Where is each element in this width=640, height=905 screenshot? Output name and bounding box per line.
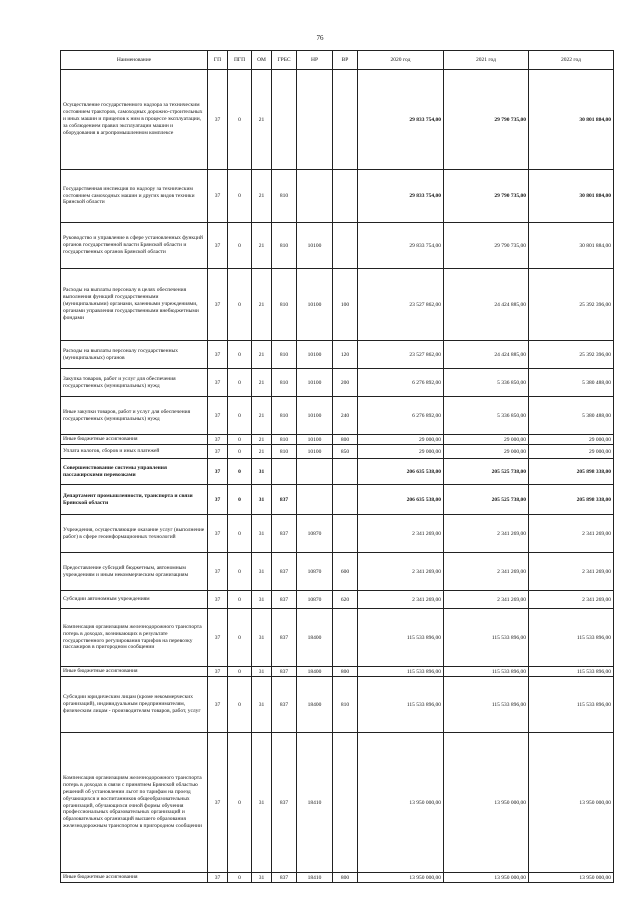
cell-gp: 37: [208, 223, 228, 269]
cell-grbs: 837: [272, 485, 297, 515]
row-name: Совершенствование системы управления пассажирскими перевозками: [61, 459, 208, 485]
cell-om: 31: [252, 485, 272, 515]
row-name: Предоставление субсидий бюджетным, автономным учреждениям и иным некоммерческим организациям: [61, 553, 208, 591]
table-row: [61, 873, 614, 883]
page-number: 76: [316, 34, 324, 42]
cell-nr: 10100: [297, 397, 333, 435]
header-2021: 2021 год: [444, 51, 529, 70]
cell-gp: 37: [208, 553, 228, 591]
cell-2022: 29 000,00: [529, 445, 614, 459]
table-row: [61, 445, 614, 459]
cell-gp: 37: [208, 269, 228, 341]
cell-gp: 37: [208, 445, 228, 459]
cell-2022: 5 380 488,00: [529, 397, 614, 435]
row-name: Расходы на выплаты персоналу в целях обеспечения выполнения функций государственными (муниципальными) органами, казенными учреждениями, органами управления государственными внебюджетными фондами: [61, 269, 208, 341]
cell-gp: 37: [208, 485, 228, 515]
cell-vr: [333, 733, 358, 873]
cell-2020: 29 833 754,00: [358, 70, 444, 170]
row-name: Государственная инспекция по надзору за техническим состоянием самоходных машин и других видов техники Брянской области: [61, 170, 208, 223]
cell-2020: 23 527 862,00: [358, 341, 444, 369]
row-name: Учреждения, осуществляющие оказание услуг (выполнение работ) в сфере геоинформационных технологий: [61, 515, 208, 553]
cell-om: 31: [252, 667, 272, 677]
header-om: ОМ: [252, 51, 272, 70]
cell-2020: 13 950 000,00: [358, 733, 444, 873]
cell-om: 31: [252, 609, 272, 667]
cell-2021: 5 336 850,00: [444, 397, 529, 435]
cell-gp: 37: [208, 70, 228, 170]
cell-vr: [333, 70, 358, 170]
cell-gp: 37: [208, 170, 228, 223]
cell-2022: 30 801 884,00: [529, 170, 614, 223]
cell-2022: 13 950 000,00: [529, 733, 614, 873]
table-row: [61, 223, 614, 269]
cell-nr: 10100: [297, 223, 333, 269]
cell-2022: 115 533 896,00: [529, 609, 614, 667]
cell-grbs: 810: [272, 435, 297, 445]
cell-grbs: 837: [272, 515, 297, 553]
cell-pgp: 0: [228, 397, 252, 435]
cell-vr: 800: [333, 667, 358, 677]
cell-2020: 29 000,00: [358, 435, 444, 445]
cell-nr: [297, 170, 333, 223]
cell-2022: 205 898 338,00: [529, 459, 614, 485]
cell-nr: 10870: [297, 515, 333, 553]
header-name: Наименование: [61, 51, 208, 70]
cell-pgp: 0: [228, 733, 252, 873]
cell-om: 31: [252, 677, 272, 733]
cell-om: 21: [252, 445, 272, 459]
row-name: Иные закупки товаров, работ и услуг для обеспечения государственных (муниципальных) нужд: [61, 397, 208, 435]
cell-grbs: 837: [272, 591, 297, 609]
cell-gp: 37: [208, 591, 228, 609]
table-row: [61, 397, 614, 435]
cell-nr: 10100: [297, 445, 333, 459]
header-pgp: ПГП: [228, 51, 252, 70]
cell-grbs: 810: [272, 369, 297, 397]
row-name: Компенсация организациям железнодорожного транспорта потерь в доходах, возникающих в результате государственного регулирования тарифов на перевозку пассажиров в пригородном сообщении: [61, 609, 208, 667]
cell-2021: 29 790 735,00: [444, 70, 529, 170]
cell-vr: 800: [333, 873, 358, 883]
cell-gp: 37: [208, 459, 228, 485]
row-name: Иные бюджетные ассигнования: [61, 873, 208, 883]
cell-grbs: 810: [272, 269, 297, 341]
header-gp: ГП: [208, 51, 228, 70]
row-name: Компенсация организациям железнодорожного транспорта потерь в доходах в связи с принятием Брянской областью решений об установлении льгот по тарифам на проезд обучающихся и воспитанников общеобразовательных организаций, обучающихся очной формы обучения профессиональных образовательных организаций и образовательных организаций высшего образования железнодорожным транспортом в пригородном сообщении: [61, 733, 208, 873]
cell-2022: 25 392 396,00: [529, 269, 614, 341]
cell-gp: 37: [208, 733, 228, 873]
cell-om: 31: [252, 873, 272, 883]
cell-nr: 10870: [297, 591, 333, 609]
table-row: [61, 170, 614, 223]
table-row: [61, 269, 614, 341]
cell-vr: 800: [333, 435, 358, 445]
cell-2020: 115 533 896,00: [358, 677, 444, 733]
cell-2021: 24 424 885,00: [444, 341, 529, 369]
cell-grbs: 837: [272, 609, 297, 667]
cell-2022: 5 380 488,00: [529, 369, 614, 397]
cell-grbs: 810: [272, 397, 297, 435]
table-header-row: [61, 51, 614, 70]
cell-2022: 30 801 884,00: [529, 223, 614, 269]
cell-2022: 2 341 269,00: [529, 515, 614, 553]
cell-nr: [297, 70, 333, 170]
cell-gp: 37: [208, 677, 228, 733]
cell-pgp: 0: [228, 269, 252, 341]
header-2020: 2020 год: [358, 51, 444, 70]
cell-om: 31: [252, 591, 272, 609]
cell-nr: 18400: [297, 609, 333, 667]
cell-vr: [333, 485, 358, 515]
header-grbs: ГРБС: [272, 51, 297, 70]
budget-table: [60, 50, 614, 883]
cell-2020: 115 533 896,00: [358, 667, 444, 677]
cell-om: 31: [252, 515, 272, 553]
table-row: [61, 70, 614, 170]
cell-2021: 13 950 000,00: [444, 873, 529, 883]
cell-2022: 13 950 000,00: [529, 873, 614, 883]
cell-2022: 205 898 338,00: [529, 485, 614, 515]
cell-gp: 37: [208, 515, 228, 553]
cell-om: 21: [252, 269, 272, 341]
cell-2020: 206 635 538,00: [358, 459, 444, 485]
cell-2022: 2 341 269,00: [529, 591, 614, 609]
cell-2021: 24 424 885,00: [444, 269, 529, 341]
cell-2020: 29 833 754,00: [358, 223, 444, 269]
table-row: [61, 341, 614, 369]
row-name: Иные бюджетные ассигнования: [61, 667, 208, 677]
cell-gp: 37: [208, 873, 228, 883]
cell-nr: 18410: [297, 873, 333, 883]
cell-om: 21: [252, 397, 272, 435]
cell-grbs: 837: [272, 873, 297, 883]
cell-nr: 10100: [297, 369, 333, 397]
cell-pgp: 0: [228, 445, 252, 459]
cell-om: 21: [252, 70, 272, 170]
cell-grbs: 810: [272, 223, 297, 269]
cell-2020: 115 533 896,00: [358, 609, 444, 667]
row-name: Департамент промышленности, транспорта и связи Брянской области: [61, 485, 208, 515]
cell-2020: 2 341 269,00: [358, 553, 444, 591]
cell-vr: 810: [333, 677, 358, 733]
cell-2022: 29 000,00: [529, 435, 614, 445]
table-row: [61, 553, 614, 591]
cell-gp: 37: [208, 341, 228, 369]
cell-grbs: 810: [272, 341, 297, 369]
cell-vr: 240: [333, 397, 358, 435]
cell-2021: 29 790 735,00: [444, 223, 529, 269]
cell-nr: 10100: [297, 269, 333, 341]
cell-grbs: 837: [272, 677, 297, 733]
row-name: Уплата налогов, сборов и иных платежей: [61, 445, 208, 459]
cell-nr: 18400: [297, 677, 333, 733]
cell-vr: 100: [333, 269, 358, 341]
cell-vr: 200: [333, 369, 358, 397]
cell-pgp: 0: [228, 677, 252, 733]
row-name: Руководство и управление в сфере установленных функций органов государственной власти Брянской области и государственных органов Брянской области: [61, 223, 208, 269]
cell-om: 21: [252, 223, 272, 269]
cell-2021: 5 336 850,00: [444, 369, 529, 397]
cell-2021: 205 525 738,00: [444, 485, 529, 515]
cell-grbs: 810: [272, 445, 297, 459]
row-name: Субсидии автономным учреждениям: [61, 591, 208, 609]
cell-2020: 23 527 862,00: [358, 269, 444, 341]
cell-gp: 37: [208, 369, 228, 397]
cell-2020: 29 833 754,00: [358, 170, 444, 223]
cell-grbs: 810: [272, 170, 297, 223]
cell-om: 21: [252, 341, 272, 369]
cell-pgp: 0: [228, 170, 252, 223]
cell-nr: [297, 485, 333, 515]
cell-vr: [333, 609, 358, 667]
cell-2021: 2 341 269,00: [444, 553, 529, 591]
cell-pgp: 0: [228, 435, 252, 445]
cell-nr: 10870: [297, 553, 333, 591]
cell-2022: 2 341 269,00: [529, 553, 614, 591]
cell-grbs: 837: [272, 667, 297, 677]
row-name: Расходы на выплаты персоналу государственных (муниципальных) органов: [61, 341, 208, 369]
cell-gp: 37: [208, 609, 228, 667]
cell-pgp: 0: [228, 485, 252, 515]
cell-pgp: 0: [228, 223, 252, 269]
cell-om: 31: [252, 553, 272, 591]
header-nr: НР: [297, 51, 333, 70]
cell-2020: 29 000,00: [358, 445, 444, 459]
table-row: [61, 677, 614, 733]
cell-pgp: 0: [228, 591, 252, 609]
cell-grbs: 837: [272, 733, 297, 873]
table-row: [61, 733, 614, 873]
header-2022: 2022 год: [529, 51, 614, 70]
cell-om: 31: [252, 733, 272, 873]
cell-pgp: 0: [228, 515, 252, 553]
cell-2022: 25 392 396,00: [529, 341, 614, 369]
cell-2022: 30 801 884,00: [529, 70, 614, 170]
cell-nr: 10100: [297, 435, 333, 445]
table-row: [61, 609, 614, 667]
row-name: Иные бюджетные ассигнования: [61, 435, 208, 445]
cell-nr: [297, 459, 333, 485]
cell-vr: 120: [333, 341, 358, 369]
cell-vr: [333, 223, 358, 269]
cell-2020: 13 950 000,00: [358, 873, 444, 883]
cell-om: 31: [252, 459, 272, 485]
cell-vr: 620: [333, 591, 358, 609]
cell-pgp: 0: [228, 369, 252, 397]
cell-vr: 600: [333, 553, 358, 591]
cell-pgp: 0: [228, 873, 252, 883]
table-row: [61, 435, 614, 445]
cell-pgp: 0: [228, 70, 252, 170]
row-name: Осуществление государственного надзора за техническим состоянием тракторов, самоходных дорожно-строительных и иных машин и прицепов к ним в процессе эксплуатации, за соблюдением правил эксплуатации машин и оборудования в агропромышленном комплексе: [61, 70, 208, 170]
cell-2021: 29 000,00: [444, 445, 529, 459]
cell-2021: 115 533 896,00: [444, 677, 529, 733]
cell-om: 21: [252, 369, 272, 397]
cell-om: 21: [252, 170, 272, 223]
cell-2021: 115 533 896,00: [444, 609, 529, 667]
cell-2020: 2 341 269,00: [358, 591, 444, 609]
cell-2022: 115 533 896,00: [529, 677, 614, 733]
cell-vr: [333, 459, 358, 485]
cell-2021: 29 000,00: [444, 435, 529, 445]
cell-nr: 18410: [297, 733, 333, 873]
cell-2020: 2 341 269,00: [358, 515, 444, 553]
cell-2021: 2 341 269,00: [444, 591, 529, 609]
cell-pgp: 0: [228, 609, 252, 667]
row-name: Субсидии юридическим лицам (кроме некоммерческих организаций), индивидуальным предпринимателям, физическим лицам - производителям товаров, работ, услуг: [61, 677, 208, 733]
row-name: Закупка товаров, работ и услуг для обеспечения государственных (муниципальных) нужд: [61, 369, 208, 397]
cell-gp: 37: [208, 435, 228, 445]
cell-gp: 37: [208, 397, 228, 435]
cell-2020: 206 635 538,00: [358, 485, 444, 515]
table-row: [61, 667, 614, 677]
cell-grbs: [272, 70, 297, 170]
table-row: [61, 591, 614, 609]
table-row: [61, 485, 614, 515]
cell-grbs: 837: [272, 553, 297, 591]
cell-2021: 205 525 738,00: [444, 459, 529, 485]
cell-grbs: [272, 459, 297, 485]
cell-2020: 6 276 892,00: [358, 369, 444, 397]
table-row: [61, 515, 614, 553]
cell-vr: [333, 170, 358, 223]
cell-2021: 2 341 269,00: [444, 515, 529, 553]
cell-pgp: 0: [228, 459, 252, 485]
table-row: [61, 459, 614, 485]
cell-2021: 13 950 000,00: [444, 733, 529, 873]
cell-pgp: 0: [228, 341, 252, 369]
cell-vr: [333, 515, 358, 553]
cell-vr: 850: [333, 445, 358, 459]
cell-2021: 29 790 735,00: [444, 170, 529, 223]
cell-nr: 10100: [297, 341, 333, 369]
cell-gp: 37: [208, 667, 228, 677]
cell-2021: 115 533 896,00: [444, 667, 529, 677]
cell-nr: 18400: [297, 667, 333, 677]
cell-om: 21: [252, 435, 272, 445]
cell-2020: 6 276 892,00: [358, 397, 444, 435]
cell-pgp: 0: [228, 667, 252, 677]
cell-2022: 115 533 896,00: [529, 667, 614, 677]
table-row: [61, 369, 614, 397]
cell-pgp: 0: [228, 553, 252, 591]
header-vr: ВР: [333, 51, 358, 70]
